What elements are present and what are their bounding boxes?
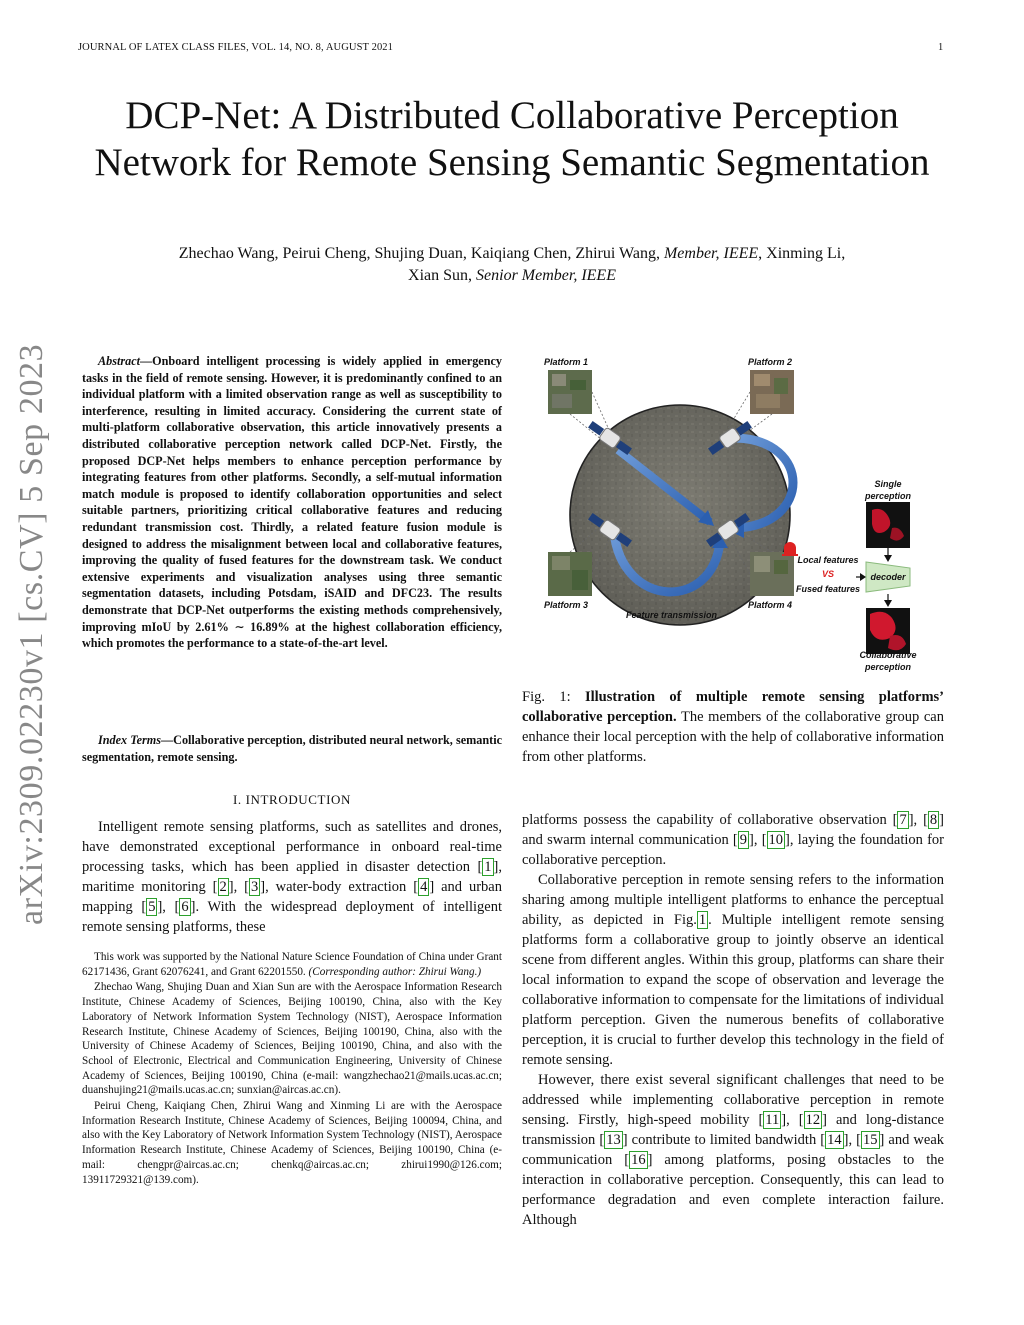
citation-link[interactable]: 4	[420, 879, 428, 895]
platform4-thumbnail	[750, 552, 794, 596]
citation-link[interactable]: 11	[765, 1112, 780, 1128]
citation-link[interactable]: 12	[805, 1112, 821, 1128]
intro-text: ,	[162, 899, 175, 915]
body-text: platforms possess the capability of collaborative observation	[522, 812, 893, 828]
funding-note: This work was supported by the National Nature Science Foundation of China under Grant 62171436, Grant 62076241, and Grant 62201550.	[82, 951, 502, 978]
section-heading: I. INTRODUCTION	[232, 792, 352, 807]
feature-transmission-label: Feature transmission	[626, 610, 718, 620]
citation-link[interactable]: 9	[739, 832, 747, 848]
citation-link[interactable]: 6	[181, 899, 189, 915]
intro-text: Intelligent remote sensing platforms, such as satellites and drones, have demonstrated exceptional performance in onboard real-time processing tasks, which has been applied in disaster detection	[82, 819, 502, 875]
citation-link[interactable]: 3	[251, 879, 259, 895]
index-terms-text: —Collaborative perception, distributed neural network, semantic segmentation, remote sensing.	[82, 733, 502, 764]
authors-line1: Zhechao Wang, Peirui Cheng, Shujing Duan, Kaiqiang Chen, Zhirui Wang,	[178, 245, 664, 262]
corresponding-author: (Corresponding author: Zhirui Wang.)	[308, 965, 482, 978]
single-perception-label-2: perception	[864, 491, 912, 501]
single-perception-label-1: Single	[874, 479, 902, 489]
platform1-label: Platform 1	[544, 357, 589, 367]
body-text: among platforms, posing obstacles to the interaction in collaborative perception. Consequently, this can lead to performance degradation and even complete interaction failure. Although	[522, 1152, 944, 1228]
caption-label: Fig. 1:	[522, 689, 585, 705]
local-features-label: Local features	[797, 555, 859, 565]
authors-line1-end: , Xinming Li,	[758, 245, 846, 262]
citation-link[interactable]: 7	[899, 812, 907, 828]
decoder-label: decoder	[870, 572, 906, 582]
figure-caption	[522, 687, 944, 767]
collaborative-perception-map	[866, 608, 910, 654]
body-text: and long-distance transmission	[522, 1112, 944, 1148]
body-text: and swarm internal communication	[522, 832, 733, 848]
platform3-label: Platform 3	[544, 600, 589, 610]
collab-perception-label-1: Collaborative	[859, 650, 917, 660]
citation-link[interactable]: 1	[484, 859, 492, 875]
running-header: JOURNAL OF LATEX CLASS FILES, VOL. 14, NO. 8, AUGUST 2021	[78, 42, 393, 53]
body-text: ,	[913, 812, 924, 828]
citation-link[interactable]: 16	[631, 1152, 646, 1168]
intro-text: , maritime monitoring	[82, 859, 502, 895]
body-text: and weak communication	[522, 1132, 945, 1168]
platform4-label: Platform 4	[748, 600, 793, 610]
citation-link[interactable]: 8	[929, 812, 938, 828]
affiliation-2: Peirui Cheng, Kaiqiang Chen, Zhirui Wang and Xinming Li are with the Aerospace Information Research Institute, Chinese Academy of Sciences, Beijing 100094, China, and also with the Key Laboratory of Network Information System Technology (NIST), Aerospace Information Research Institute, Chinese Academy of Sciences, Beijing 100190, China (e-mail: chengpr@aircas.ac.cn; chenkq@aircas.ac.cn; zhirui1990@126.com; 13911729321@139.com).	[82, 1100, 502, 1186]
platform2-label: Platform 2	[748, 357, 793, 367]
body-text: ,	[753, 832, 762, 848]
figure-1-illustration	[522, 350, 944, 680]
citation-link[interactable]: 5	[148, 899, 156, 915]
senior-member-ieee: Senior Member, IEEE	[476, 267, 616, 284]
caption-text: The members of the collaborative group can enhance their local perception with the help of collaborative information from other platforms.	[522, 709, 944, 765]
intro-text: , water-body extraction	[265, 879, 414, 895]
index-terms	[82, 732, 502, 765]
index-terms-label: Index Terms	[98, 733, 161, 747]
platform3-thumbnail	[548, 552, 592, 596]
affiliation-1: Zhechao Wang, Shujing Duan and Xian Sun are with the Aerospace Information Research Institute, Chinese Academy of Sciences, Beijing 100190, China, also with the Key Laboratory of Network Information System Technology (NIST), Aerospace Information Research Institute, Chinese Academy of Sciences, Beijing 100190, China, also with the University of Chinese Academy of Sciences, Beijing 100190, China, and also with the School of Electronic, Electrical and Communication Engineering, University of Chinese Academy of Sciences, Beijing 100190, China (e-mail: wangzhechao21@mails.ucas.ac.cn; duanshujing21@mails.ucas.ac.cn; sunxian@aircas.ac.cn).	[82, 981, 502, 1097]
platform2-thumbnail	[750, 370, 794, 414]
abstract-label: Abstract	[98, 354, 140, 368]
paper-title: DCP-Net: A Distributed Collaborative Perception Network for Remote Sensing Semantic Segmentation	[94, 94, 930, 184]
right-column-body: platforms possess the capability of collaborative observation [ 7 ], [ 8 ] and swarm internal communication [ 9 ], [ 10 ], laying the foundation for collaborative perception. Collaborative perception in remote sensing refers to the information sharing among multiple intelligent platforms to enhance the perceptual ability, as depicted in Fig. 1 . Multiple intelligent remote sensing platforms form a collaborative group to jointly observe an identical scene from different angles. Within this group, platforms can share their local information to expand the scope of observation and leverage the collaborative information to compensate for the limitations of individual platform perception. Given the numerous benefits of collaborative perception, it is crucial to further develop this technology in the field of remote sensing. However, there exist several significant challenges that need to be addressed while implementing collaborative perception in remote sensing. Firstly, high-speed mobility [ 11 ], [ 12 ] and long-distance transmission [ 13 ] contribute to limited bandwidth [ 14 ], [ 15 ] and weak communication [ 16 ] among platforms, posing obstacles to the interaction in collaborative perception. Consequently, this can lead to performance degradation and even complete interaction failure. Although	[522, 812, 945, 1228]
body-text: However, there exist several significant challenges that need to be addressed while implementing collaborative perception in remote sensing. Firstly, high-speed mobility	[522, 1072, 944, 1128]
body-text: . Multiple intelligent remote sensing platforms form a collaborative group to jointly observe an identical scene from different angles. Within this group, platforms can share their local information to expand the scope of observation and leverage the collaborative information to compensate for the limitations of individual platform perception. Given the numerous benefits of collaborative perception, it is crucial to further develop this technology in the field of remote sensing.	[522, 912, 944, 1068]
body-text: Collaborative perception in remote sensing refers to the information sharing among multiple intelligent platforms to enhance the perceptual ability, as depicted in Fig.	[522, 872, 944, 928]
body-text: , laying the foundation for collaborative perception.	[522, 832, 945, 868]
citation-link[interactable]: 15	[863, 1132, 878, 1148]
body-text: contribute to limited bandwidth	[627, 1132, 821, 1148]
figure-link[interactable]: 1	[698, 912, 707, 928]
figure-1	[522, 350, 944, 680]
intro-text: and urban mapping	[82, 879, 502, 915]
intro-text: ,	[233, 879, 245, 895]
footnote	[82, 950, 502, 1188]
intro-paragraph: Intelligent remote sensing platforms, such as satellites and drones, have demonstrated exceptional performance in onboard real-time processing tasks, which has been applied in disaster detection [ 1 ], maritime monitoring [ 2 ], [ 3 ], water-body extraction [ 4 ] and urban mapping [ 5 ], [ 6 ]. With the widespread deployment of intelligent remote sensing platforms, these	[82, 819, 502, 935]
intro-text: . With the widespread deployment of intelligent remote sensing platforms, these	[82, 899, 502, 935]
abstract	[82, 353, 502, 652]
member-ieee: Member, IEEE	[663, 245, 759, 262]
citation-link[interactable]: 14	[827, 1132, 842, 1148]
citation-link[interactable]: 2	[219, 879, 227, 895]
author-list	[80, 243, 944, 287]
citation-link[interactable]: 13	[606, 1132, 621, 1148]
single-perception-map	[866, 502, 910, 548]
platform1-thumbnail	[548, 370, 592, 414]
page-number: 1	[938, 42, 944, 53]
authors-line2: Xian Sun,	[408, 267, 477, 284]
fused-features-label: Fused features	[795, 584, 861, 594]
body-text: ,	[848, 1132, 857, 1148]
citation-link[interactable]: 10	[768, 832, 784, 848]
vs-label: VS	[821, 569, 835, 579]
body-text: ,	[786, 1112, 799, 1128]
abstract-text: —Onboard intelligent processing is widely applied in emergency tasks in the field of remote sensing. However, it is predominantly confined to an individual platform with a limited observation range as well as susceptibility to interference, resulting in limited accuracy. Considering the current state of multi-platform collaborative observation, this article innovatively presents a distributed collaborative perception network called DCP-Net. Firstly, the proposed DCP-Net helps members to enhance perception performance by integrating features from other platforms. Secondly, a self-mutual information match module is proposed to identify collaboration opportunities and select suitable partners, prioritizing critical collaborative features and reducing redundant transmission cost. Thirdly, a related feature fusion module is designed to address the misalignment between local and collaborative features, improving the quality of fused features for the downstream task. We conduct extensive experiments and visualization analyses using three semantic segmentation datasets, including Potsdam, iSAID and DFC23. The results demonstrate that DCP-Net outperforms the existing methods comprehensively, improving mIoU by 2.61% ∼ 16.89% at the highest collaboration efficiency, which promotes the performance to a state-of-the-art level.	[82, 354, 502, 651]
collab-perception-label-2: perception	[864, 662, 912, 672]
caption-bold: Illustration of multiple remote sensing platforms’ collaborative perception.	[522, 689, 945, 725]
arxiv-stamp: arXiv:2309.02230v1 [cs.CV] 5 Sep 2023	[13, 343, 50, 925]
